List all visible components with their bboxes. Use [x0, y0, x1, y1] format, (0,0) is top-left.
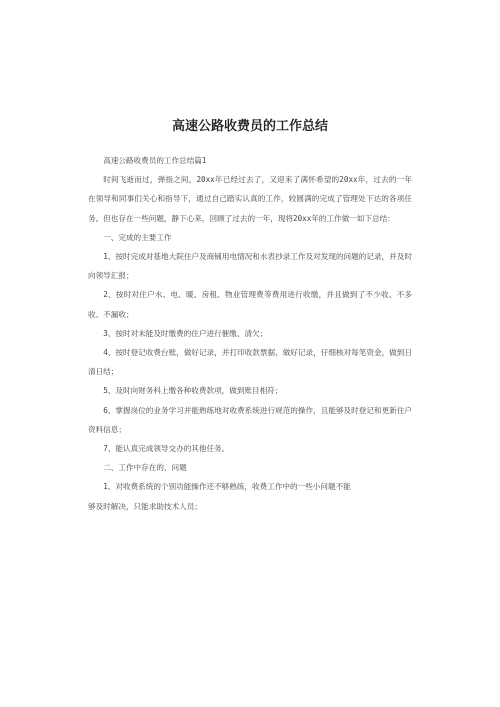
section-heading: 二、工作中存在的、问题 [103, 463, 187, 473]
list-item: 6、掌握岗位的业务学习并能熟练地对收费系统进行规范的操作，且能够及时登记和更新住户资料信息； [88, 405, 412, 434]
list-item: 3、按时对未能及时缴费的住户进行催缴、清欠； [103, 328, 268, 338]
list-item-continuation: 够及时解决，只能求助技术人员； [88, 501, 202, 511]
list-item: 7、能认真完成领导交办的其他任务。 [103, 444, 230, 454]
list-item: 5、及时向财务科上缴各种收费款项，做到账目相符； [103, 386, 283, 396]
list-item: 1、按时完成对基地大院住户及商铺用电情况和水表抄录工作及对发现的问题的记录，并及时向领导汇报； [88, 252, 412, 281]
section-heading: 高速公路收费员的工作总结篇1 [103, 156, 207, 165]
intro-paragraph: 时间飞逝而过，弹指之间，20xx年已经过去了，又迎来了满怀希望的20xx年，过去的一年在领导和同事们关心和指导下，通过自己踏实认真的工作，较圆满的完成了管理处下达的各项任务。但也存在一些问题，静下心来，回顾了过去的一年，现将20xx年的工作做一如下总结： [88, 175, 412, 223]
document-title: 高速公路收费员的工作总结 [171, 119, 328, 134]
list-item: 4、按时登记收费台账，做好记录，并打印收款票据、做好记录，仔细核对每笔资金，做到日清日结； [88, 348, 412, 377]
list-item: 1、对收费系统的个别功能操作还不够熟练，收费工作中的一些小问题不能 [103, 482, 351, 492]
document-body [88, 151, 412, 516]
list-item: 2、按时对住户水、电、暖、房租、物业管理费等费用进行收缴，并且做到了不少收、不多收、不漏收； [88, 290, 412, 319]
section-heading: 一、完成的主要工作 [103, 232, 172, 242]
